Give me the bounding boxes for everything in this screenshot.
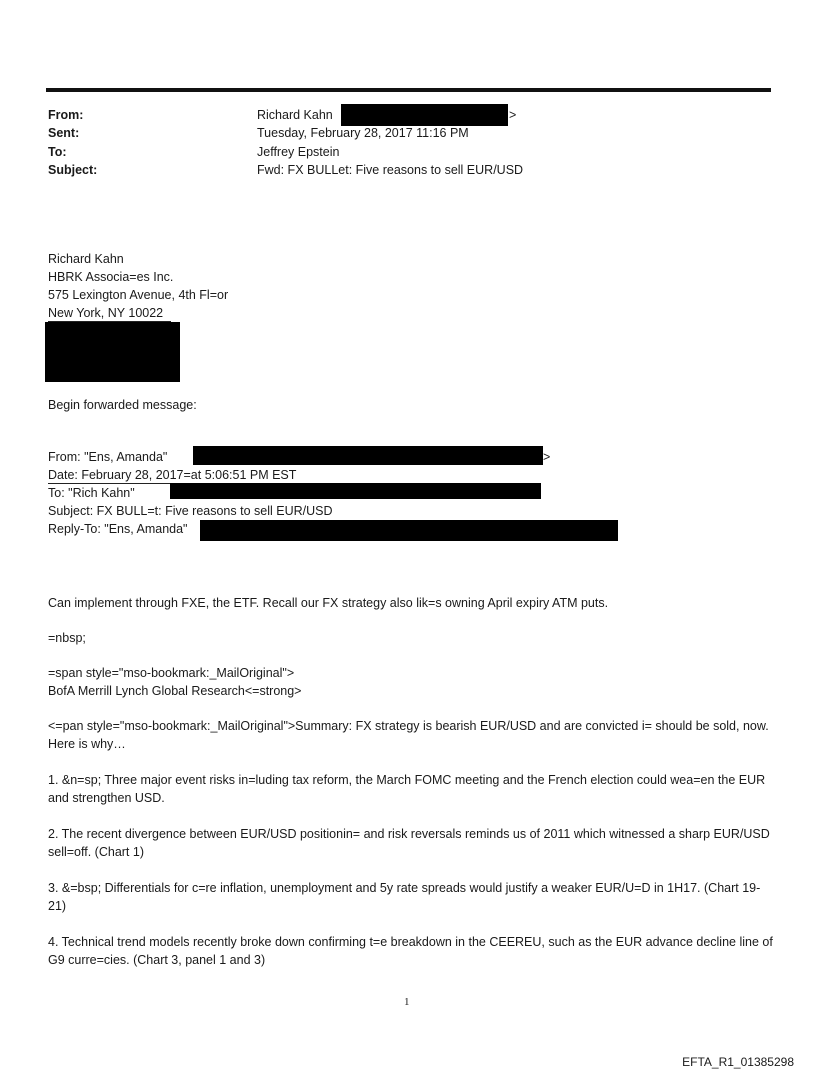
from-bracket: > [509, 108, 517, 122]
body-paragraph: <=pan style="mso-bookmark:_MailOriginal">Summary: FX strategy is bearish EUR/USD and are convicted i= should be sold, now. Here is why… [48, 719, 769, 751]
redaction-block [341, 104, 508, 126]
fwd-subject: Subject: FX BULL=t: Five reasons to sell EUR/USD [48, 504, 333, 518]
fwd-reply-to: Reply-To: "Ens, Amanda" [48, 522, 188, 536]
page-number: 1 [404, 996, 410, 1008]
subject-value: Fwd: FX BULLet: Five reasons to sell EUR/USD [257, 163, 524, 177]
signature-address: 575 Lexington Avenue, 4th Fl=or [48, 288, 229, 302]
sent-value: Tuesday, February 28, 2017 11:16 PM [257, 126, 469, 140]
body-paragraph: =nbsp; [48, 631, 86, 645]
document-id: EFTA_R1_01385298 [682, 1055, 794, 1069]
redaction-block [170, 483, 541, 499]
body-paragraph: Can implement through FXE, the ETF. Recall our FX strategy also lik=s owning April expiry ATM puts. [48, 596, 609, 610]
list-item: 4. Technical trend models recently broke down confirming t=e breakdown in the CEEREU, such as the EUR advance decline line of G9 curre=cies. (Chart 3, panel 1 and 3) [48, 935, 773, 967]
redaction-block [45, 322, 180, 382]
list-item: 1. &n=sp; Three major event risks in=luding tax reform, the March FOMC meeting and the French election could wea=en the EUR and strengthen USD. [48, 773, 766, 805]
list-item: 3. &=bsp; Differentials for c=re inflation, unemployment and 5y rate spreads would justify a weaker EUR/U=D in 1H17. (Chart 19-21) [48, 881, 761, 913]
fwd-to: To: "Rich Kahn" [48, 486, 135, 500]
header-rule [46, 88, 771, 92]
redaction-block [193, 446, 543, 465]
sent-label: Sent: [48, 126, 80, 140]
to-label: To: [48, 145, 67, 159]
subject-label: Subject: [48, 163, 98, 177]
signature-name: Richard Kahn [48, 252, 124, 266]
list-item: 2. The recent divergence between EUR/USD positionin= and risk reversals reminds us of 2011 which witnessed a sharp EUR/USD sell=off. (Chart 1) [48, 827, 770, 859]
from-label: From: [48, 108, 84, 122]
fwd-from-bracket: > [543, 450, 551, 464]
forward-intro: Begin forwarded message: [48, 398, 197, 412]
fwd-date: Date: February 28, 2017=at 5:06:51 PM EST [48, 468, 297, 482]
signature-city: New York, NY 10022 [48, 306, 164, 320]
signature-company: HBRK Associa=es Inc. [48, 270, 174, 284]
from-value: Richard Kahn [257, 108, 333, 122]
redaction-block [200, 520, 618, 541]
body-paragraph: =span style="mso-bookmark:_MailOriginal"> [48, 666, 295, 680]
fwd-from: From: "Ens, Amanda" [48, 450, 168, 464]
to-value: Jeffrey Epstein [257, 145, 340, 159]
body-paragraph: BofA Merrill Lynch Global Research<=strong> [48, 684, 302, 698]
